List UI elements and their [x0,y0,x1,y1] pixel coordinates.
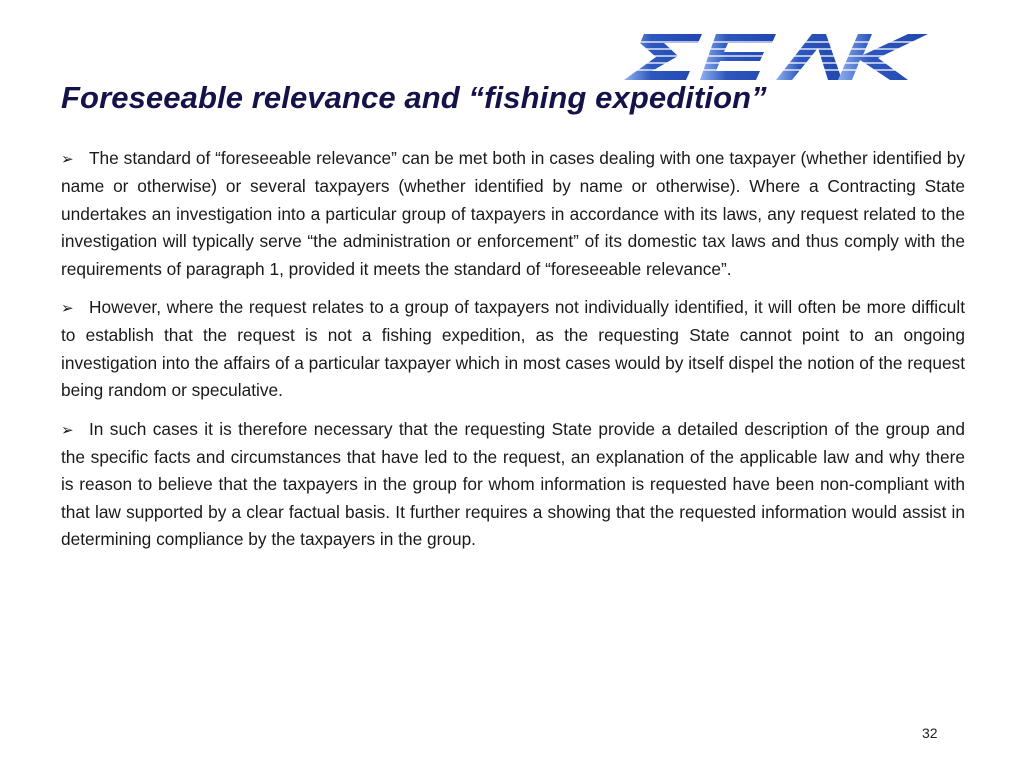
arrow-bullet-icon: ➢ [61,151,74,168]
paragraph-text: However, where the request relates to a group of taxpayers not individually identified, it will often be more difficult to establish that the request is not a fishing expedition, as the requesting State cannot point to an ongoing investigation into the affairs of a particular taxpayer which in most cases would by itself dispel the notion of the request being random or speculative. [61,297,965,401]
zeak-logo-graphic [616,34,928,80]
paragraph-text: In such cases it is therefore necessary that the requesting State provide a detailed description of the group and the specific facts and circumstances that have led to the request, an explanation of the applicable law and why there is reason to believe that the taxpayers in the group for whom information is requested have been non-compliant with that law supported by a clear factual basis. It further requires a showing that the requested information would assist in determining compliance by the taxpayers in the group. [61,418,965,550]
bullet-paragraph-3 [61,416,965,554]
arrow-bullet-icon: ➢ [61,421,74,439]
bullet-paragraph-2 [61,294,965,405]
paragraph-text: The standard of “foreseeable relevance” can be met both in cases dealing with one taxpayer (whether identified by name or otherwise) or several taxpayers (whether identified by name or otherwise). Where a Contracting State undertakes an investigation into a particular group of taxpayers in accordance with its laws, any request related to the investigation will typically serve “the administration or enforcement” of its domestic tax laws and thus comply with the requirements of paragraph 1, provided it meets the standard of “foreseeable relevance”. [61,148,965,279]
zeak-logo [616,34,928,80]
page-number: 32 [922,725,938,741]
arrow-bullet-icon: ➢ [61,300,74,318]
bullet-paragraph-1 [61,145,965,283]
slide-body [61,145,965,565]
slide-title: Foreseeable relevance and “fishing expedition” [61,80,767,115]
